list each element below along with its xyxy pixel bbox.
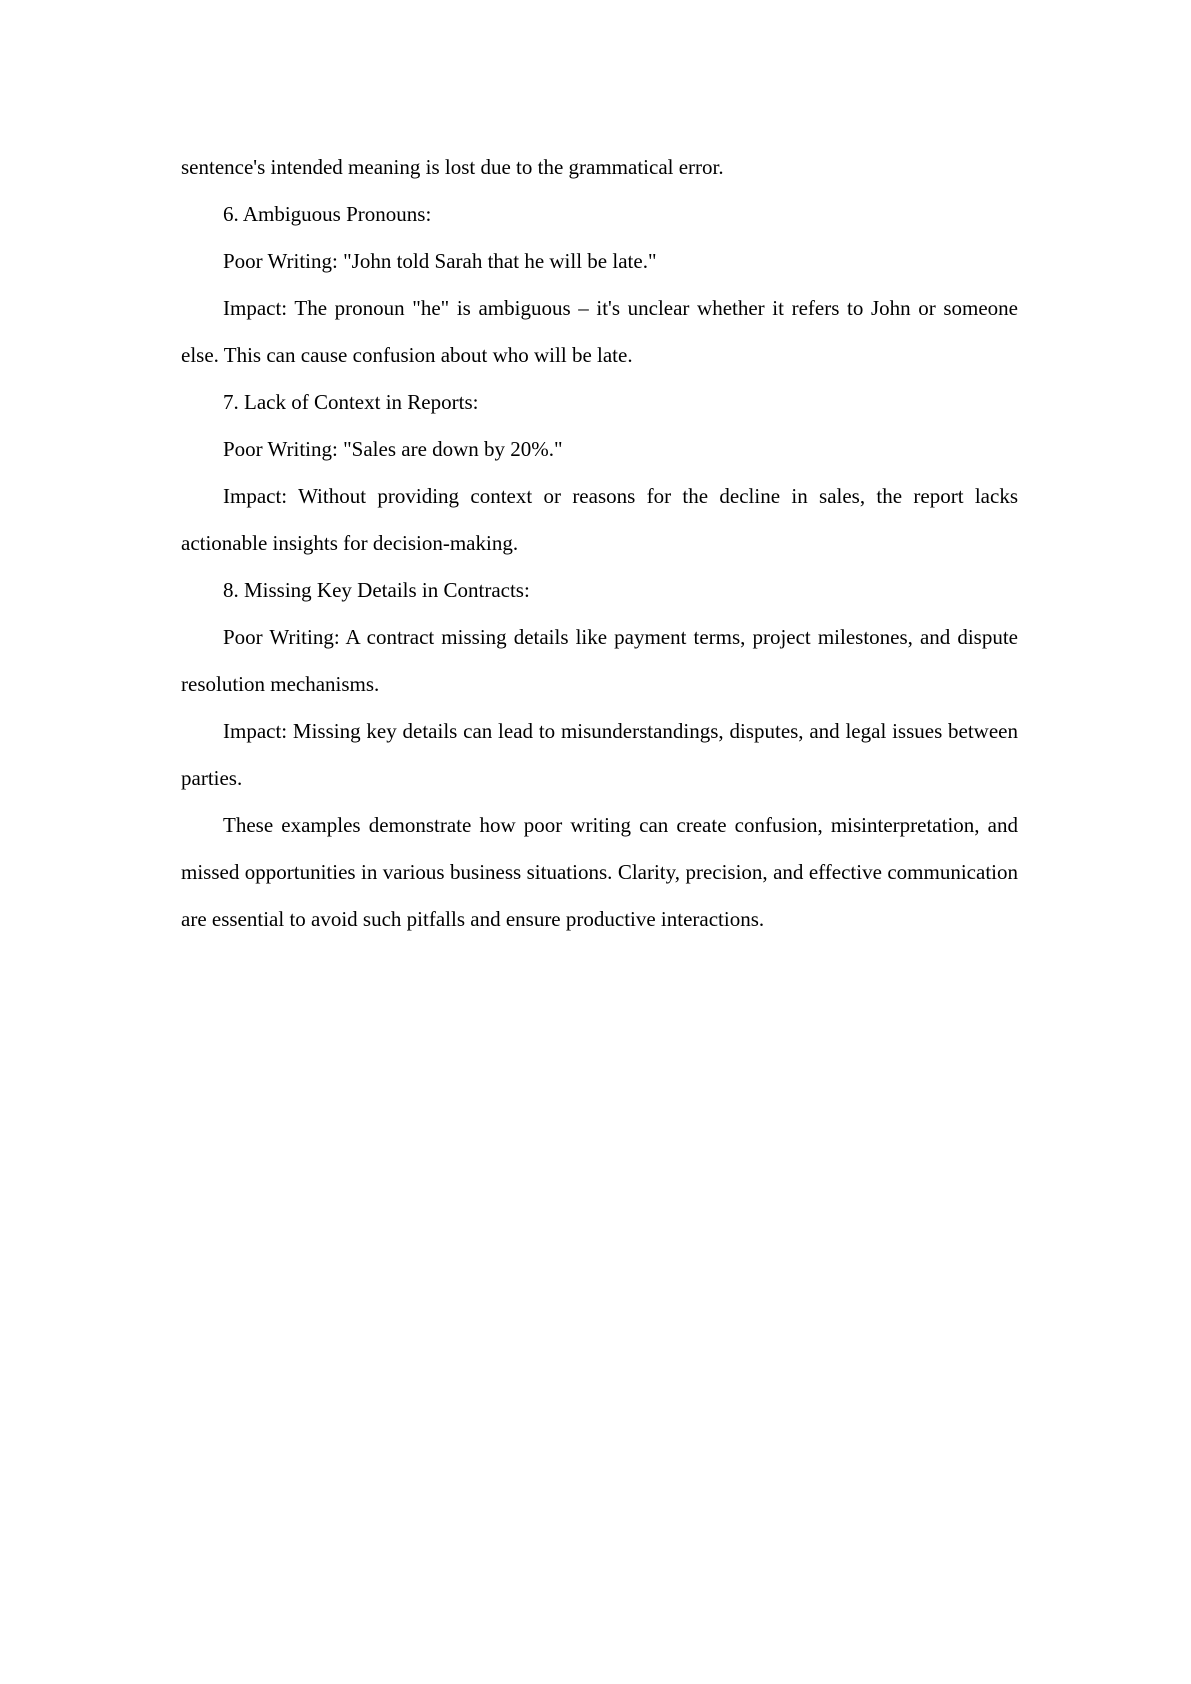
poor-writing-example-reports: Poor Writing: "Sales are down by 20%." [223, 437, 563, 461]
poor-writing-example-pronouns: Poor Writing: "John told Sarah that he will be late." [223, 249, 657, 273]
heading-missing-key-details: 8. Missing Key Details in Contracts: [223, 578, 530, 602]
impact-reports: Impact: Without providing context or reasons for the decline in sales, the report lacks actionable insights for decision-making. [181, 484, 1018, 555]
heading-ambiguous-pronouns: 6. Ambiguous Pronouns: [223, 202, 432, 226]
document-body [181, 144, 1018, 943]
conclusion-paragraph: These examples demonstrate how poor writing can create confusion, misinterpretation, and missed opportunities in various business situations. Clarity, precision, and effective communication are essential to avoid such pitfalls and ensure productive interactions. [181, 813, 1018, 931]
heading-lack-of-context: 7. Lack of Context in Reports: [223, 390, 479, 414]
poor-writing-example-contracts: Poor Writing: A contract missing details like payment terms, project milestones, and dispute resolution mechanisms. [181, 625, 1018, 696]
impact-contracts: Impact: Missing key details can lead to misunderstandings, disputes, and legal issues between parties. [181, 719, 1018, 790]
paragraph-continuation: sentence's intended meaning is lost due to the grammatical error. [181, 155, 724, 179]
impact-pronouns: Impact: The pronoun "he" is ambiguous – it's unclear whether it refers to John or someone else. This can cause confusion about who will be late. [181, 296, 1018, 367]
